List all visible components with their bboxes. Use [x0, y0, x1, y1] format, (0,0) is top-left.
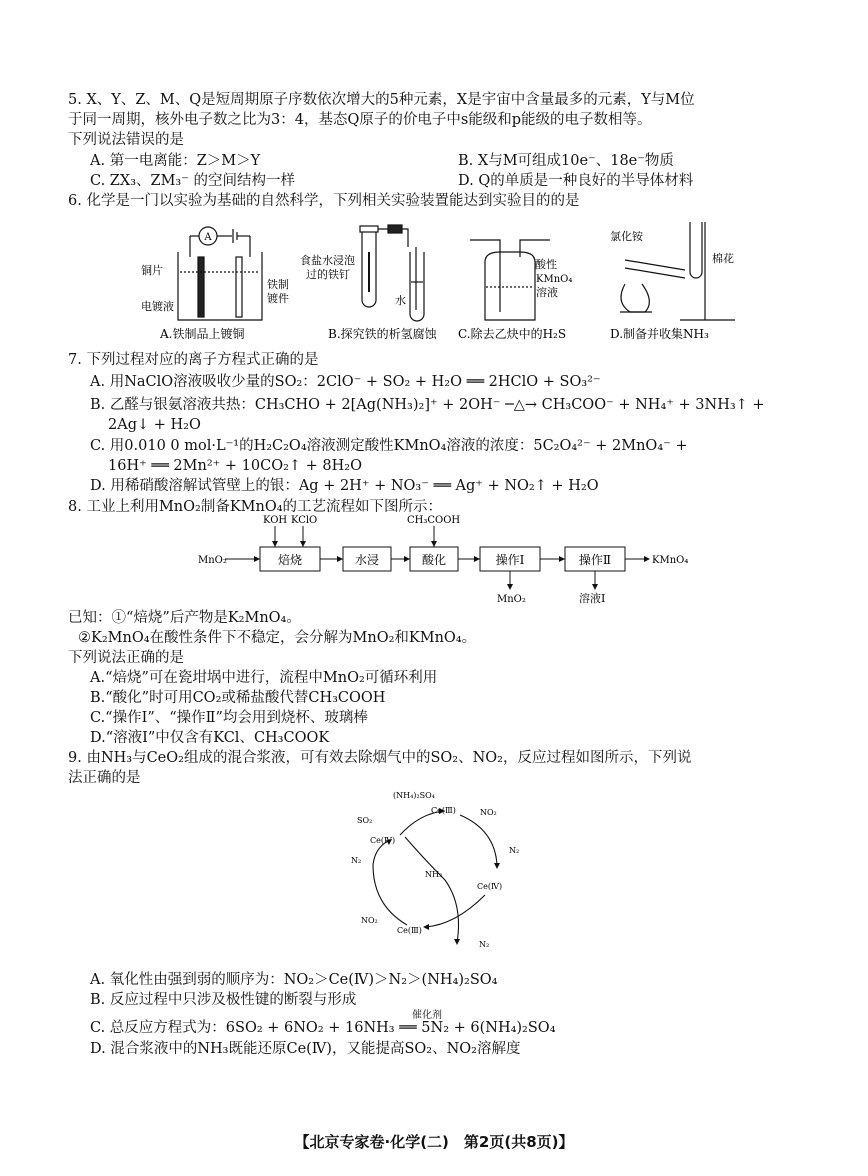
q5-stem-line2: 于同一周期，核外电子数之比为3：4，基态Q原子的价电子中s能级和p能级的电子数相等。 [68, 112, 652, 128]
q9-stem-line1: 9. 由NH₃与CeO₂组成的混合浆液，可有效去除烟气中的SO₂、NO₂，反应过程如图所示，下列说 [68, 750, 692, 766]
q8-option-b: B.“酸化”时可用CO₂或稀盐酸代替CH₃COOH [90, 690, 386, 706]
cycle-n2-left: N₂ [351, 856, 362, 865]
cycle-ce3-bottom: Ce(Ⅲ) [397, 926, 422, 935]
cycle-n2-bottom: N₂ [479, 940, 490, 949]
cycle-no2-top: NO₂ [480, 808, 497, 817]
flow-step-op1: 操作Ⅰ [495, 553, 525, 567]
flow-byproduct-solution: 溶液Ⅰ [579, 592, 606, 605]
apparatus-d-caption: D.制备并收集NH₃ [610, 327, 709, 341]
q9-option-a: A. 氧化性由强到弱的顺序为：NO₂＞Ce(Ⅳ)＞N₂＞(NH₄)₂SO₄ [90, 972, 498, 988]
q6-stem: 6. 化学是一门以实验为基础的自然科学，下列相关实验装置能达到实验目的的是 [68, 193, 580, 209]
q5-option-a: A. 第一电离能：Z＞M＞Y [90, 153, 261, 169]
apparatus-b [360, 225, 424, 321]
q7-stem: 7. 下列过程对应的离子方程式正确的是 [68, 352, 319, 368]
q7-option-c-line1: C. 用0.010 0 mol·L⁻¹的H₂C₂O₄溶液测定酸性KMnO₄溶液的浓度：5C₂O₄²⁻ + 2MnO₄⁻ + [90, 438, 688, 454]
flow-reagent-acid: CH₃COOH [407, 515, 461, 526]
flow-step-op2: 操作Ⅱ [578, 553, 612, 567]
nail-label-2: 过的铁钉 [306, 268, 350, 281]
iron-piece-label-2: 镀件 [267, 292, 289, 305]
flow-input: MnO₂ [198, 555, 227, 566]
cycle-so2: SO₂ [357, 816, 373, 825]
flow-step-roast: 焙烧 [277, 553, 303, 567]
q7-option-b-line1: B. 乙醛与银氨溶液共热：CH₃CHO + 2[Ag(NH₃)₂]⁺ + 2OH⁻ ─△→ CH₃COO⁻ + NH₄⁺ + 3NH₃↑ + [90, 397, 765, 413]
q8-option-a: A.“焙烧”可在瓷坩埚中进行，流程中MnO₂可循环利用 [90, 670, 438, 686]
q5-option-b: B. X与M可组成10e⁻、18e⁻物质 [458, 153, 674, 169]
q8-known-1: 已知：①“焙烧”后产物是K₂MnO₄。 [68, 610, 301, 626]
nh4cl-label: 氯化铵 [610, 230, 643, 243]
plating-liquid-label: 电镀液 [141, 300, 174, 313]
water-label: 水 [395, 294, 406, 307]
q9-stem-line2: 法正确的是 [68, 770, 141, 786]
cycle-ce4-right: Ce(Ⅳ) [477, 882, 503, 891]
q9-option-b: B. 反应过程中只涉及极性键的断裂与形成 [90, 992, 357, 1008]
q8-known-2: ②K₂MnO₄在酸性条件下不稳定，会分解为MnO₂和KMnO₄。 [78, 630, 477, 646]
q5-option-d: D. Q的单质是一种良好的半导体材料 [458, 173, 694, 189]
nail-label-1: 食盐水浸泡 [300, 254, 355, 267]
kmno4-label-2: KMnO₄ [536, 274, 573, 285]
q7-option-d: D. 用稀硝酸溶解试管壁上的银：Ag + 2H⁺ + NO₃⁻ ══ Ag⁺ + NO₂↑ + H₂O [90, 478, 599, 494]
apparatus-c-caption: C.除去乙炔中的H₂S [458, 327, 567, 341]
cotton-label: 棉花 [712, 252, 734, 265]
q6-apparatus-figure [140, 212, 760, 347]
flow-reagent-kclo: KClO [291, 515, 318, 526]
cycle-ce3-top: Ce(Ⅲ) [431, 806, 456, 815]
kmno4-label-1: 酸性 [535, 258, 557, 271]
cycle-ce4-left: Ce(Ⅳ) [370, 836, 396, 845]
flow-reagent-koh: KOH [263, 515, 288, 526]
q8-ask: 下列说法正确的是 [68, 650, 184, 666]
q9-option-c: C. 总反应方程式为：6SO₂ + 6NO₂ + 16NH₃ ══ 5N₂ + 6(NH₄)₂SO₄ [90, 1020, 556, 1036]
apparatus-a [178, 227, 262, 320]
q9-option-d: D. 混合浆液中的NH₃既能还原Ce(Ⅳ)，又能提高SO₂、NO₂溶解度 [90, 1041, 521, 1057]
q7-option-c-line2: 16H⁺ ══ 2Mn²⁺ + 10CO₂↑ + 8H₂O [108, 458, 363, 474]
flow-step-leach: 水浸 [354, 553, 380, 567]
cycle-ammonium-sulfate: (NH₄)₂SO₄ [393, 791, 435, 800]
q5-option-c: C. ZX₃、ZM₃⁻ 的空间结构一样 [90, 173, 296, 189]
ammeter-label: A [204, 232, 212, 243]
flow-step-acidify: 酸化 [421, 553, 447, 567]
q8-stem: 8. 工业上利用MnO₂制备KMnO₄的工艺流程如下图所示： [68, 499, 443, 515]
iron-piece-label-1: 铁制 [267, 278, 289, 291]
copper-plate-label: 铜片 [141, 264, 163, 277]
cycle-no2-bottom: NO₂ [361, 916, 378, 925]
flow-byproduct-mno2: MnO₂ [497, 594, 526, 605]
q7-option-a: A. 用NaClO溶液吸收少量的SO₂：2ClO⁻ + SO₂ + H₂O ══ 2HClO + SO₃²⁻ [90, 374, 601, 390]
q9-catalyst-label: 催化剂 [412, 1010, 442, 1021]
cycle-n2-right: N₂ [509, 846, 520, 855]
q7-option-b-line2: 2Ag↓ + H₂O [108, 417, 201, 433]
kmno4-label-3: 溶液 [536, 286, 558, 299]
q9-cycle-diagram [345, 785, 535, 955]
apparatus-b-caption: B.探究铁的析氢腐蚀 [328, 327, 437, 341]
q8-option-d: D.“溶液Ⅰ”中仅含有KCl、CH₃COOK [90, 730, 330, 746]
q5-stem-line1: 5. X、Y、Z、M、Q是短周期原子序数依次增大的5种元素，X是宇宙中含量最多的元素，Y与M位 [68, 92, 695, 108]
q8-option-c: C.“操作Ⅰ”、“操作Ⅱ”均会用到烧杯、玻璃棒 [90, 710, 368, 726]
q8-flow-diagram [195, 512, 705, 607]
flow-output: KMnO₄ [652, 555, 689, 566]
cycle-nh3: NH₃ [425, 870, 443, 879]
apparatus-a-caption: A.铁制品上镀铜 [160, 327, 245, 341]
q5-stem-line3: 下列说法错误的是 [68, 132, 184, 148]
page-footer: 【北京专家卷·化学(二) 第2页(共8页)】 [294, 1133, 574, 1151]
